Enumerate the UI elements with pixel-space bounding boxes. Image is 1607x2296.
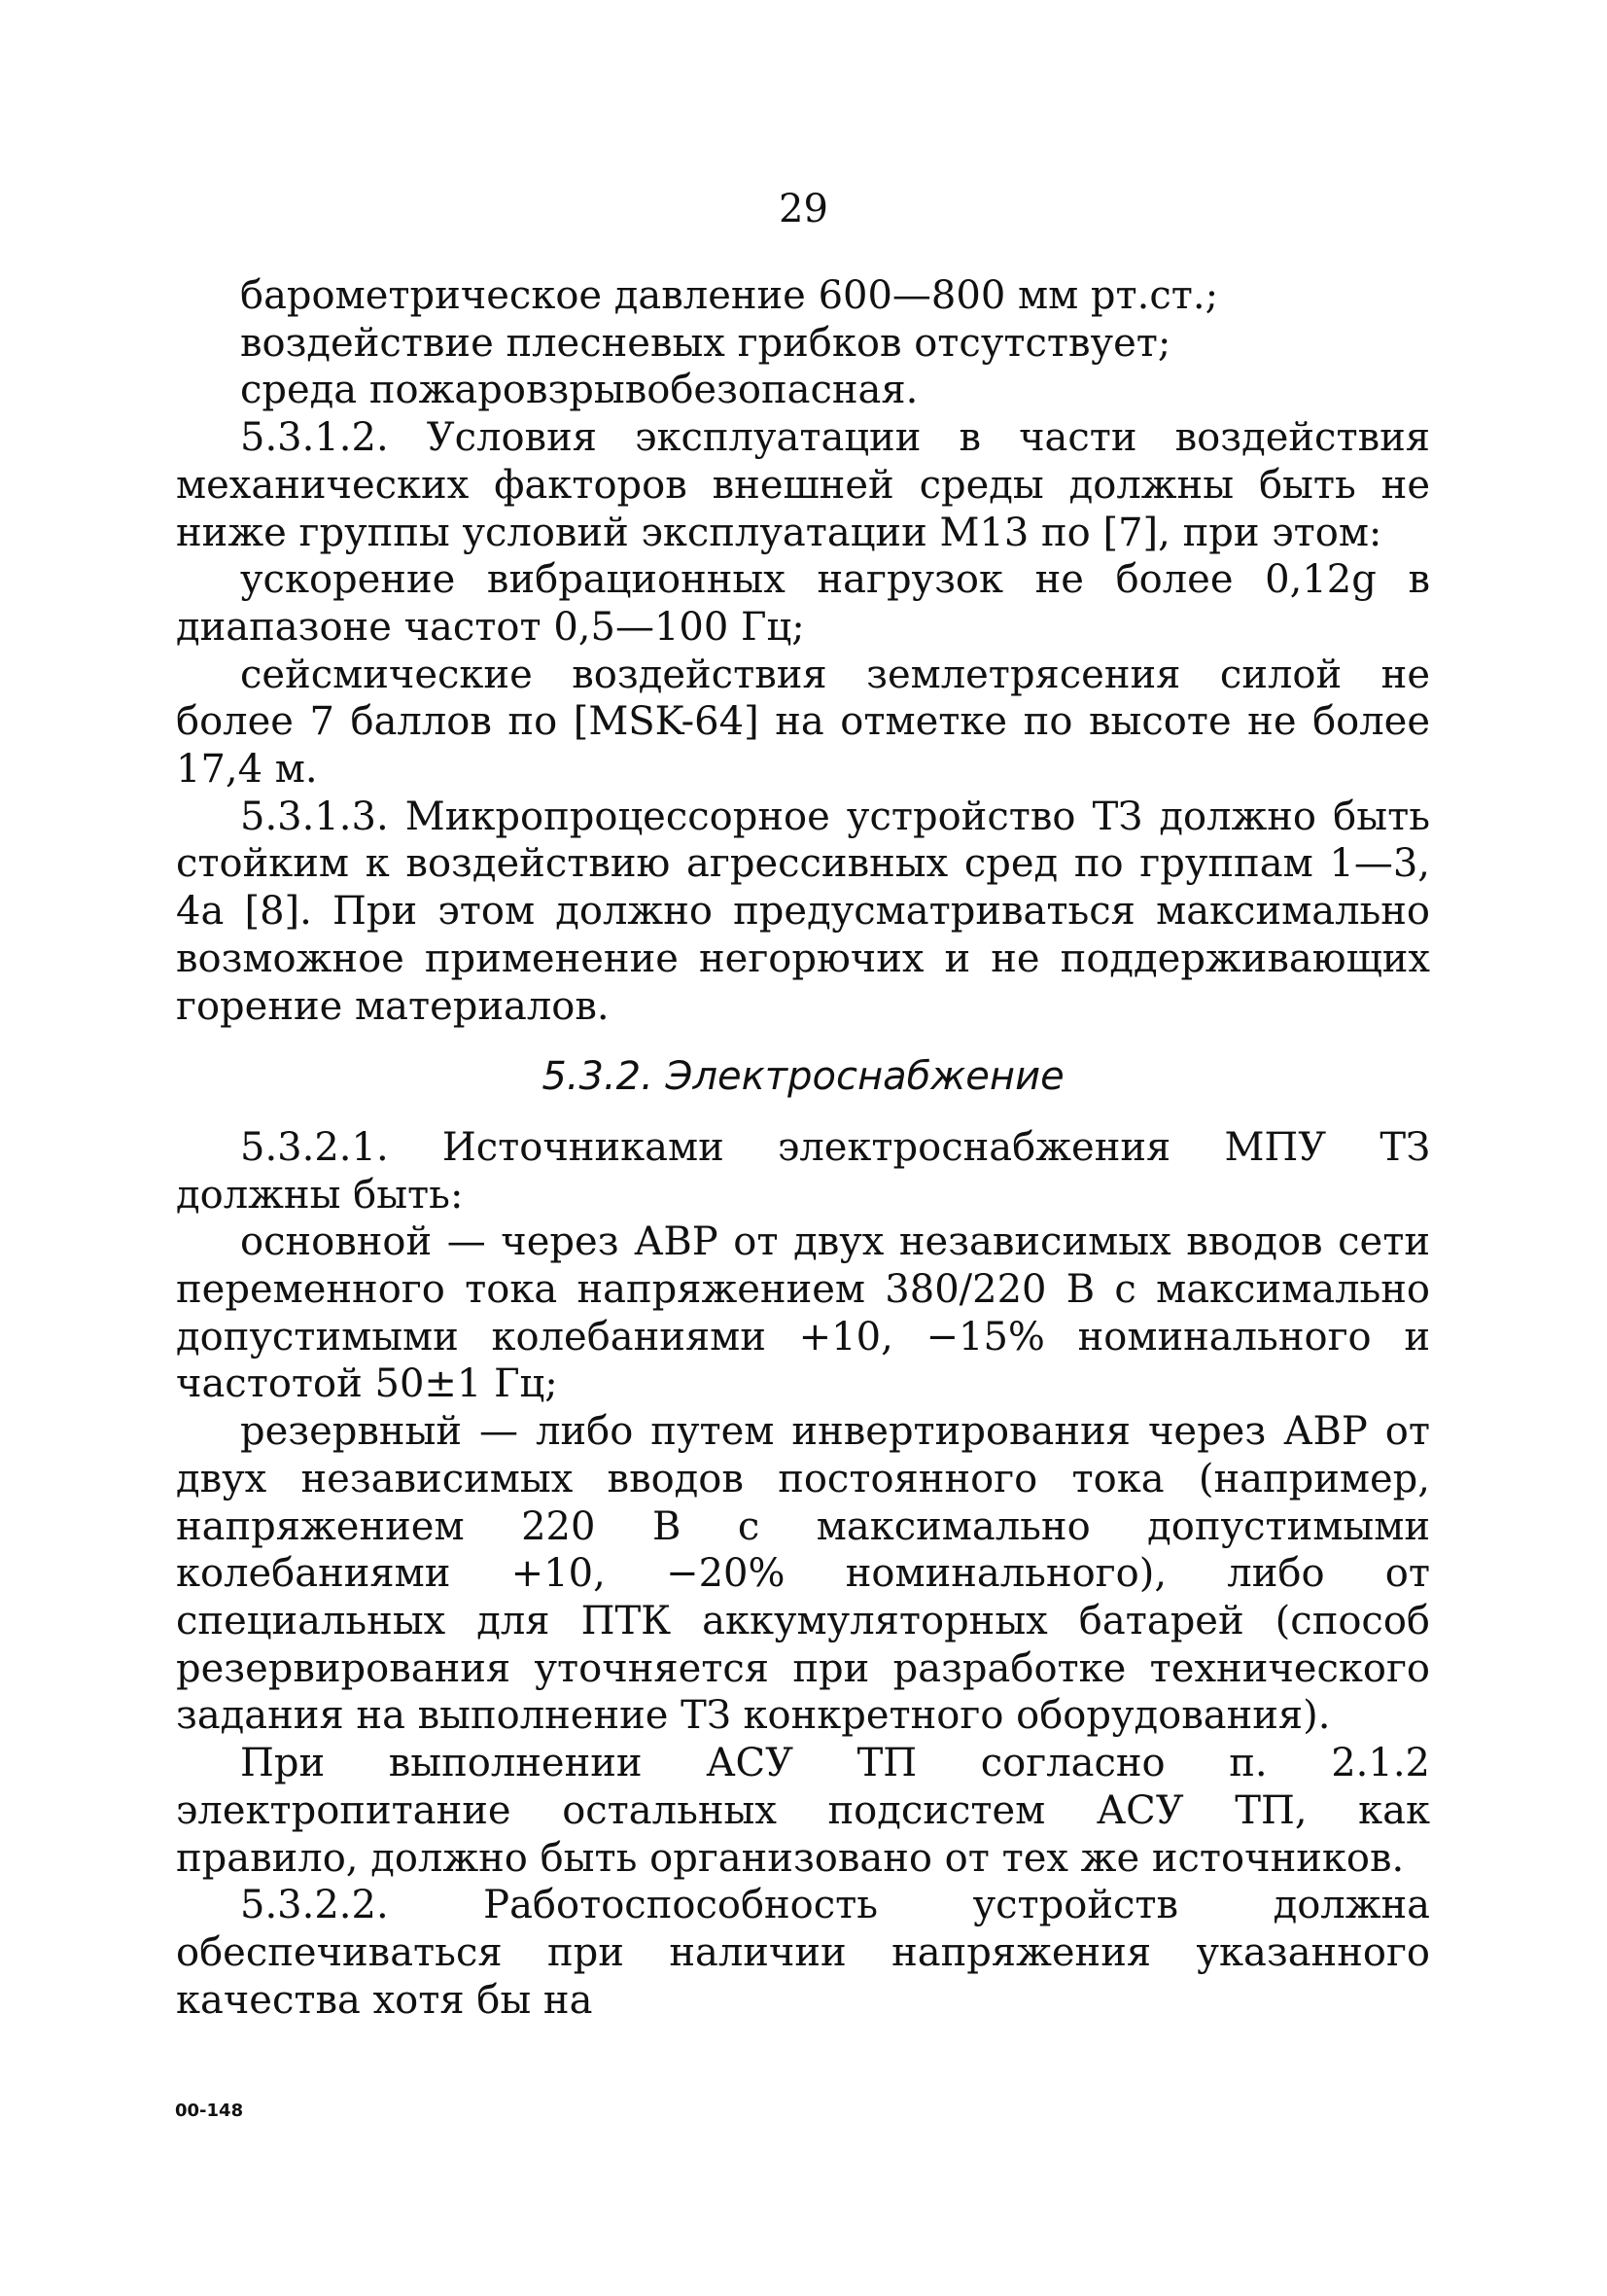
paragraph-5-3-1-3: 5.3.1.3. Микропроцессорное устройство ТЗ должно быть стойким к воздействию агрессивных сред по группам 1—3, 4а [8]. При этом должно предусматриваться максимально возможное применение негорючих и не поддерживающих горение материалов. — [176, 794, 1430, 1029]
body-text — [176, 272, 1430, 2024]
paragraph-pressure: барометрическое давление 600—800 мм рт.ст.; — [240, 273, 1219, 318]
paragraph-reserve-supply: резервный — либо путем инвертирования через АВР от двух независимых вводов постоянного тока (например, напряжением 220 В с максимально допустимыми колебаниями +10, −20% номинального), либо от специальных для ПТК аккумуляторных батарей (способ резервирования уточняется при разработке технического задания на выполнение ТЗ конкретного оборудования). — [176, 1409, 1430, 1739]
paragraph-fire-safety: среда пожаровзрывобезопасная. — [240, 368, 919, 413]
footer-code: 00-148 — [175, 2101, 244, 2121]
paragraph-main-supply: основной — через АВР от двух независимых вводов сети переменного тока напряжением 380/220 В с максимально допустимыми колебаниями +10, −15% номинального и частотой 50±1 Гц; — [176, 1219, 1430, 1407]
page-number: 29 — [779, 187, 828, 231]
paragraph-5-3-1-2: 5.3.1.2. Условия эксплуатации в части воздействия механических факторов внешней среды должны быть не ниже группы условий эксплуатации М13 по [7], при этом: — [176, 415, 1430, 555]
paragraph-5-3-2-1: 5.3.2.1. Источниками электроснабжения МПУ ТЗ должны быть: — [176, 1124, 1430, 1218]
paragraph-vibration: ускорение вибрационных нагрузок не более 0,12g в диапазоне частот 0,5—100 Гц; — [176, 557, 1430, 650]
section-heading: 5.3.2. Электроснабжение — [541, 1054, 1065, 1100]
paragraph-5-3-2-2: 5.3.2.2. Работоспособность устройств должна обеспечиваться при наличии напряжения указанного качества хотя бы на — [176, 1883, 1430, 2023]
paragraph-seismic: сейсмические воздействия землетрясения силой не более 7 баллов по [MSK-64] на отметке по высоте не более 17,4 м. — [176, 652, 1430, 793]
paragraph-asu-tp: При выполнении АСУ ТП согласно п. 2.1.2 электропитание остальных подсистем АСУ ТП, как правило, должно быть организовано от тех же источников. — [176, 1741, 1430, 1881]
paragraph-mold: воздействие плесневых грибков отсутствует; — [240, 320, 1171, 366]
